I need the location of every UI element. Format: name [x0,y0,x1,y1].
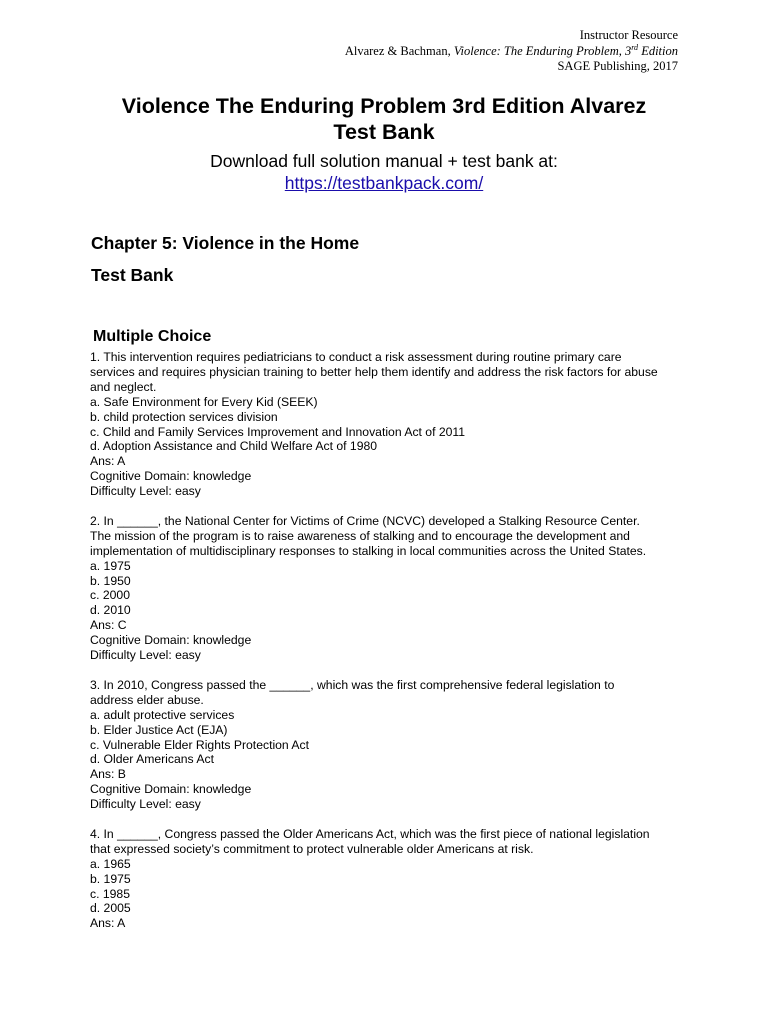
question-1 [90,350,690,499]
question-stem-line: services and requires physician training to better help them identify and address the risk factors for abuse [90,364,658,379]
cognitive-domain: Cognitive Domain: knowledge [90,782,252,797]
answer-option: c. 1985 [90,886,130,901]
difficulty-level: Difficulty Level: easy [90,648,201,663]
question-stem-line: that expressed society’s commitment to protect vulnerable older Americans at risk. [90,841,534,856]
download-notice [0,150,768,194]
answer-key: Ans: A [90,454,126,469]
answer-option: c. Child and Family Services Improvement and Innovation Act of 2011 [90,424,466,439]
answer-option: b. 1950 [90,573,131,588]
answer-option: a. 1965 [90,856,131,871]
question-stem-line: address elder abuse. [90,692,204,707]
answer-option: d. Adoption Assistance and Child Welfare Act of 1980 [90,439,378,454]
answer-option: d. 2010 [90,603,131,618]
answer-option: d. Older Americans Act [90,752,214,767]
test-bank-heading: Test Bank [91,265,174,285]
document-title [0,93,768,145]
answer-option: a. adult protective services [90,707,235,722]
question-list [90,350,690,946]
header-authors: Alvarez & Bachman, [344,43,454,58]
answer-option: a. Safe Environment for Every Kid (SEEK) [90,394,318,409]
download-link[interactable]: https://testbankpack.com/ [284,173,484,193]
answer-option: c. Vulnerable Elder Rights Protection Act [90,737,310,752]
answer-option: b. child protection services division [90,409,278,424]
answer-key: Ans: C [90,618,127,633]
answer-option: b. Elder Justice Act (EJA) [90,722,228,737]
header-publisher: SAGE Publishing, 2017 [557,59,678,73]
answer-key: Ans: B [90,767,126,782]
header-instructor-resource: Instructor Resource [579,28,678,42]
difficulty-level: Difficulty Level: easy [90,484,201,499]
chapter-heading: Chapter 5: Violence in the Home [91,233,360,253]
document-title-line1: Violence The Enduring Problem 3rd Edition Alvarez [121,94,647,118]
answer-key: Ans: A [90,916,126,931]
question-stem-line: and neglect. [90,379,157,394]
running-header [345,28,678,75]
question-stem-line: implementation of multidisciplinary responses to stalking in local communities across the United States. [90,543,647,558]
question-3 [90,678,690,812]
header-citation [345,44,678,60]
header-book-title: Violence: The Enduring Problem, 3rd Edition [453,42,678,58]
difficulty-level: Difficulty Level: easy [90,797,201,812]
question-2 [90,514,690,663]
cognitive-domain: Cognitive Domain: knowledge [90,633,252,648]
answer-option: c. 2000 [90,588,130,603]
question-stem-line: 2. In ______, the National Center for Victims of Crime (NCVC) developed a Stalking Resource Center. [90,513,640,528]
answer-option: a. 1975 [90,558,131,573]
download-text: Download full solution manual + test bank at: [210,151,558,171]
question-stem-line: 3. In 2010, Congress passed the ______, which was the first comprehensive federal legislation to [90,677,615,692]
header-edition-sup: rd [631,42,639,52]
cognitive-domain: Cognitive Domain: knowledge [90,469,252,484]
question-stem-line: The mission of the program is to raise awareness of stalking and to encourage the development and [90,528,630,543]
answer-option: d. 2005 [90,901,131,916]
question-stem-line: 4. In ______, Congress passed the Older Americans Act, which was the first piece of national legislation [90,826,650,841]
section-heading: Multiple Choice [93,328,212,345]
question-4 [90,827,690,931]
question-stem-line: 1. This intervention requires pediatricians to conduct a risk assessment during routine primary care [90,350,622,364]
answer-option: b. 1975 [90,871,131,886]
document-title-line2: Test Bank [333,120,435,144]
